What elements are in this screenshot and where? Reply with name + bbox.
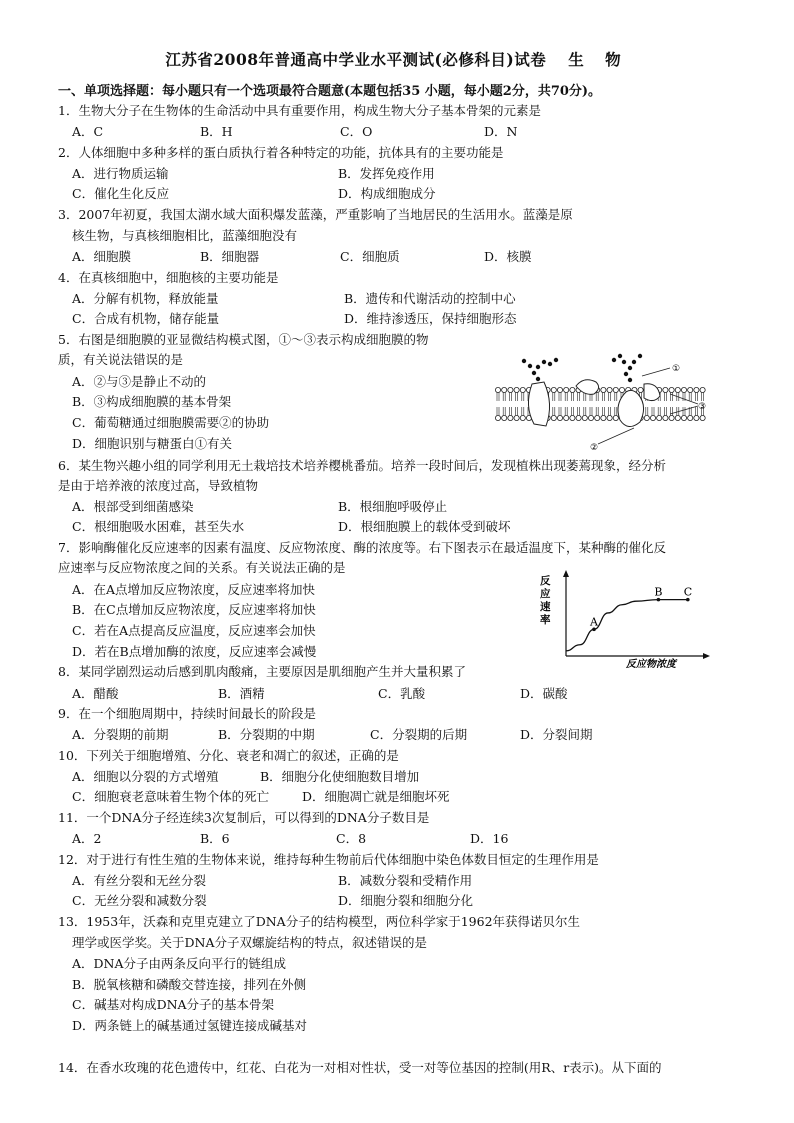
phospholipid-head (564, 407, 569, 421)
question-1-option-c: C．O (340, 124, 373, 139)
question-2-option-b: B．发挥免疫作用 (338, 166, 435, 181)
question-13-stem-line1: 13．1953年，沃森和克里克建立了DNA分子的结构模型，两位科学家于1962年获得诺贝尔生 (58, 914, 581, 929)
question-9-option-b: B．分裂期的中期 (218, 727, 315, 742)
question-4-option-d: D．维持渗透压，保持细胞形态 (344, 311, 517, 326)
sugar-chain-left (522, 358, 558, 381)
x-axis-arrow (703, 653, 710, 659)
phospholipid-head (551, 407, 556, 421)
phospholipid-head (601, 387, 606, 401)
question-9-option-c: C．分裂期的后期 (370, 727, 468, 742)
question-3-option-c: C．细胞质 (340, 249, 400, 264)
phospholipid-head (675, 407, 680, 421)
question-9-option-d: D．分裂间期 (520, 727, 593, 742)
question-13-option-c: C．碱基对构成DNA分子的基本骨架 (72, 997, 275, 1012)
page-title (0, 48, 794, 70)
question-10-option-a: A．细胞以分裂的方式增殖 (72, 769, 219, 784)
question-12-option-a: A．有丝分裂和无丝分裂 (72, 873, 207, 888)
question-6-stem-line2: 是由于培养液的浓度过高，导致植物 (58, 478, 259, 493)
y-axis-label-char: 率 (540, 614, 551, 626)
question-7-option-d: D．若在B点增加酶的浓度，反应速率会减慢 (72, 644, 317, 659)
phospholipid-head (657, 407, 662, 421)
question-11-option-a: A．2 (72, 831, 102, 846)
question-4-stem: 4．在真核细胞中，细胞核的主要功能是 (58, 270, 279, 285)
question-2-option-c: C．催化生化反应 (72, 186, 170, 201)
question-5-option-a: A．②与③是静止不动的 (72, 374, 207, 389)
question-3-option-a: A．细胞膜 (72, 249, 132, 264)
phospholipid-head (688, 387, 693, 401)
phospholipid-head (551, 387, 556, 401)
question-8-stem: 8．某同学剧烈运动后感到肌肉酸痛，主要原因是肌细胞产生并大量积累了 (58, 664, 466, 679)
question-2-option-a: A．进行物质运输 (72, 166, 169, 181)
peripheral-protein (644, 384, 660, 401)
question-5-option-d: D．细胞识别与糖蛋白①有关 (72, 436, 233, 451)
sugar-chain-right (612, 354, 642, 382)
y-axis-label-char: 应 (540, 588, 551, 600)
question-5-stem-line2: 质，有关说法错误的是 (58, 352, 184, 367)
label-3: ③ (698, 402, 707, 412)
question-11-option-c: C．8 (336, 831, 367, 846)
phospholipid-head (514, 407, 519, 421)
question-5-stem-line1: 5．右图是细胞膜的亚显微结构模式图，①～③表示构成细胞膜的物 (58, 332, 429, 347)
phospholipid-head (663, 407, 668, 421)
phospholipid-head (570, 387, 575, 401)
phospholipid-head (576, 407, 581, 421)
title-main: 江苏省2008年普通高中学业水平测试(必修科目)试卷 (165, 50, 547, 69)
phospholipid-head (514, 387, 519, 401)
question-11-option-b: B．6 (200, 831, 230, 846)
question-10-option-b: B．细胞分化使细胞数目增加 (260, 769, 420, 784)
question-6-option-d: D．根细胞膜上的载体受到破坏 (338, 519, 511, 534)
question-12-option-b: B．减数分裂和受精作用 (338, 873, 473, 888)
question-7-stem-line2: 应速率与反应物浓度之间的关系。有关说法正确的是 (58, 560, 346, 575)
phospholipid-head (663, 387, 668, 401)
question-9-stem: 9．在一个细胞周期中，持续时间最长的阶段是 (58, 706, 316, 721)
question-1-option-a: A．C (72, 124, 104, 139)
enzyme-rate-chart (530, 566, 718, 670)
question-12-option-d: D．细胞分裂和细胞分化 (338, 893, 474, 908)
phospholipid-head (588, 407, 593, 421)
phospholipid-head (557, 387, 562, 401)
question-4-option-a: A．分解有机物，释放能量 (72, 291, 219, 306)
question-3-option-b: B．细胞器 (200, 249, 260, 264)
question-3-stem-line1: 3．2007年初夏，我国太湖水域大面积爆发蓝藻，严重影响了当地居民的生活用水。蓝藻是原 (58, 207, 573, 222)
phospholipid-head (607, 387, 612, 401)
phospholipid-head (495, 387, 500, 401)
channel-protein (618, 390, 644, 426)
question-8-option-c: C．乳酸 (378, 686, 426, 701)
point-label-b: B (654, 585, 663, 599)
question-4-option-c: C．合成有机物，储存能量 (72, 311, 220, 326)
question-1-option-d: D．N (484, 124, 518, 139)
point-label-a: A (590, 615, 598, 629)
question-1-stem: 1．生物大分子在生物体的生命活动中具有重要作用，构成生物大分子基本骨架的元素是 (58, 103, 541, 118)
phospholipid-head (495, 407, 500, 421)
phospholipid-head (613, 387, 618, 401)
question-3-option-d: D．核膜 (484, 249, 532, 264)
question-6-stem-line1: 6．某生物兴趣小组的同学利用无土栽培技术培养樱桃番茄。培养一段时间后，发现植株出现萎蔫现象，经分析 (58, 458, 666, 473)
question-11-stem: 11．一个DNA分子经连续3次复制后，可以得到的DNA分子数目是 (58, 810, 430, 825)
phospholipid-head (681, 407, 686, 421)
question-2-option-d: D．构成细胞成分 (338, 186, 436, 201)
phospholipid-head (557, 407, 562, 421)
question-7-option-c: C．若在A点提高反应温度，反应速率会加快 (72, 623, 316, 638)
phospholipid-head (582, 407, 587, 421)
rate-curve (566, 600, 688, 651)
phospholipid-head (644, 407, 649, 421)
question-13-option-a: A．DNA分子由两条反向平行的链组成 (72, 956, 287, 971)
question-10-option-c: C．细胞衰老意味着生物个体的死亡 (72, 789, 270, 804)
question-8-option-a: A．醋酸 (72, 686, 119, 701)
phospholipid-head (502, 407, 507, 421)
phospholipid-head (520, 407, 525, 421)
transmembrane-protein-left (528, 382, 549, 426)
question-4-option-b: B．遗传和代谢活动的控制中心 (344, 291, 516, 306)
title-subject: 生 物 (568, 50, 629, 69)
question-3-stem-line2: 核生物，与真核细胞相比，蓝藻细胞没有 (72, 228, 298, 243)
question-13-stem-line2: 理学或医学奖。关于DNA分子双螺旋结构的特点，叙述错误的是 (72, 935, 427, 950)
point-label-c: C (683, 585, 693, 599)
question-8-option-b: B．酒精 (218, 686, 265, 701)
phospholipid-head (694, 387, 699, 401)
phospholipid-head (508, 387, 513, 401)
question-13-option-b: B．脱氧核糖和磷酸交替连接，排列在外侧 (72, 977, 307, 992)
section-heading: 一、单项选择题：每小题只有一个选项最符合题意(本题包括35 小题，每小题2分，共70分)。 (58, 84, 602, 99)
question-8-option-d: D．碳酸 (520, 686, 568, 701)
phospholipid-head (595, 407, 600, 421)
question-1-option-b: B．H (200, 124, 233, 139)
y-axis-label-char: 反 (540, 575, 551, 587)
phospholipid-head (520, 387, 525, 401)
y-axis-arrow (563, 570, 569, 577)
phospholipid-head (607, 407, 612, 421)
question-10-stem: 10．下列关于细胞增殖、分化、衰老和凋亡的叙述，正确的是 (58, 748, 399, 763)
question-9-option-a: A．分裂期的前期 (72, 727, 169, 742)
question-6-option-a: A．根部受到细菌感染 (72, 499, 194, 514)
y-axis-label (540, 574, 551, 626)
question-6-option-c: C．根细胞吸水困难，甚至失水 (72, 519, 245, 534)
question-7-stem-line1: 7．影响酶催化反应速率的因素有温度、反应物浓度、酶的浓度等。右下图表示在最适温度下，某种酶的催化反 (58, 540, 666, 555)
phospholipid-head (650, 407, 655, 421)
cell-membrane-diagram (494, 346, 712, 456)
question-7-option-b: B．在C点增加反应物浓度，反应速率将加快 (72, 602, 316, 617)
phospholipid-head (675, 387, 680, 401)
phospholipid-head (502, 387, 507, 401)
question-12-stem: 12．对于进行有性生殖的生物体来说，维持每种生物前后代体细胞中染色体数目恒定的生理作用是 (58, 852, 599, 867)
question-13-option-d: D．两条链上的碱基通过氢键连接成碱基对 (72, 1018, 308, 1033)
phospholipid-head (700, 387, 705, 401)
question-14-stem: 14．在香水玫瑰的花色遗传中，红花、白花为一对相对性状，受一对等位基因的控制(用R、r表示)。从下面的 (58, 1060, 662, 1075)
question-7-option-a: A．在A点增加反应物浓度，反应速率将加快 (72, 582, 316, 597)
question-5-option-c: C．葡萄糖通过细胞膜需要②的协助 (72, 415, 270, 430)
question-11-option-d: D．16 (470, 831, 509, 846)
question-6-option-b: B．根细胞呼吸停止 (338, 499, 448, 514)
question-5-option-b: B．③构成细胞膜的基本骨架 (72, 394, 232, 409)
label-1: ① (672, 364, 681, 374)
phospholipid-head (601, 407, 606, 421)
y-axis-label-char: 速 (540, 601, 551, 613)
phospholipid-head (564, 387, 569, 401)
label-2: ② (590, 443, 599, 453)
phospholipid-head (570, 407, 575, 421)
phospholipid-head (508, 407, 513, 421)
x-axis-label: 反应物浓度 (626, 659, 676, 670)
question-2-stem: 2．人体细胞中多种多样的蛋白质执行着各种特定的功能，抗体具有的主要功能是 (58, 145, 504, 160)
question-10-option-d: D．细胞凋亡就是细胞坏死 (302, 789, 450, 804)
phospholipid-bilayer (495, 387, 705, 420)
question-12-option-c: C．无丝分裂和减数分裂 (72, 893, 207, 908)
